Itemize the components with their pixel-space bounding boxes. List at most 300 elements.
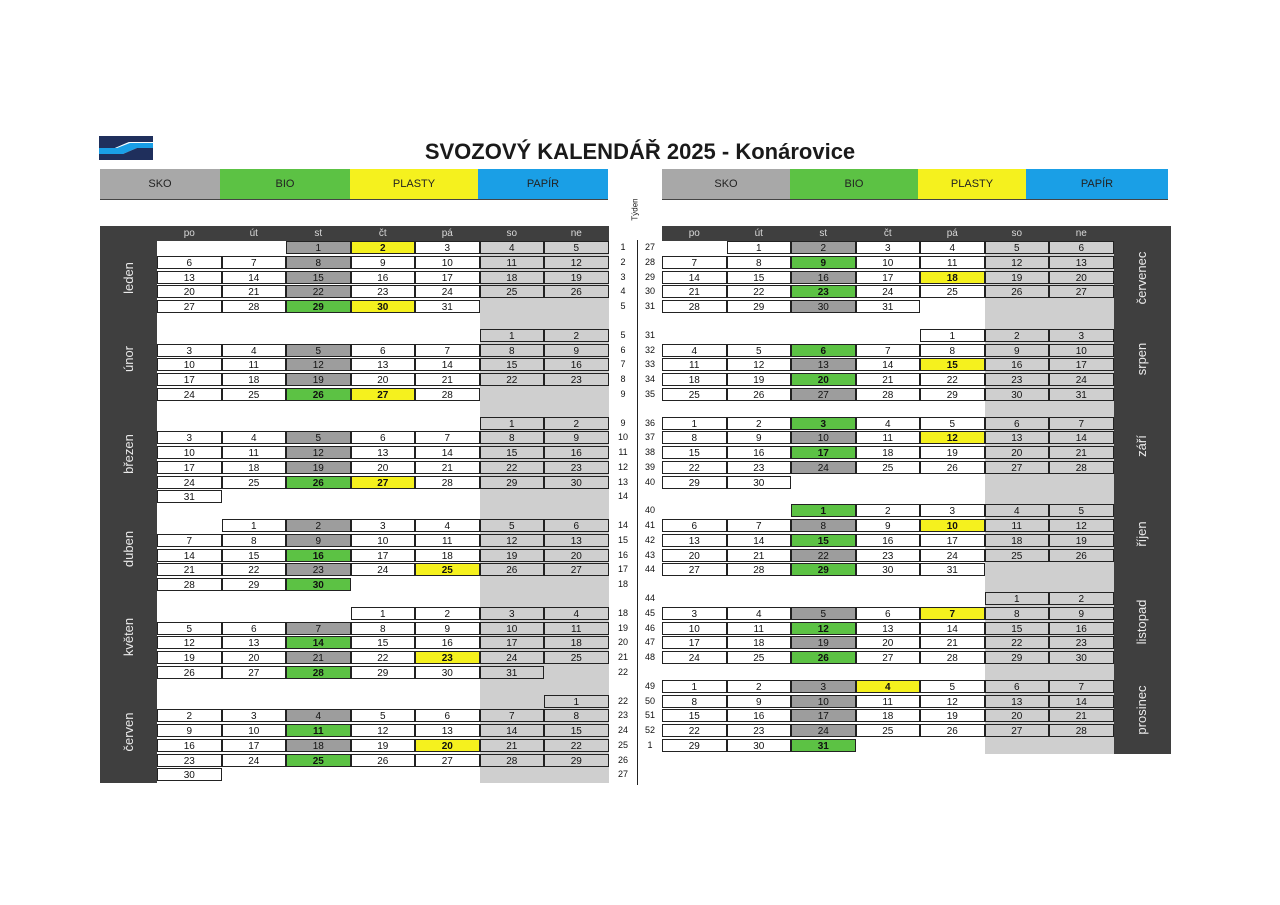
day-cell: 14 — [727, 534, 792, 547]
day-cell: 2 — [351, 241, 416, 254]
day-cell: 9 — [727, 695, 792, 708]
week-number: 14 — [617, 491, 628, 502]
day-cell: 20 — [351, 461, 416, 474]
weekday-5: so — [1011, 228, 1023, 239]
week-number: 36 — [644, 417, 655, 428]
month-label: duben — [120, 530, 136, 567]
day-cell: 16 — [856, 534, 921, 547]
week-number: 31 — [644, 329, 655, 340]
day-cell: 17 — [920, 534, 985, 547]
day-cell: 2 — [727, 417, 792, 430]
day-cell: 13 — [415, 724, 480, 737]
day-cell: 10 — [1049, 344, 1114, 357]
day-cell: 9 — [286, 534, 351, 547]
day-cell: 27 — [351, 476, 416, 489]
day-cell: 20 — [985, 446, 1050, 459]
day-cell: 21 — [222, 285, 287, 298]
week-number: 22 — [617, 695, 628, 706]
week-number: 5 — [620, 329, 626, 340]
day-cell: 7 — [222, 256, 287, 269]
day-cell: 19 — [286, 461, 351, 474]
center-divider — [637, 240, 638, 785]
day-cell: 17 — [157, 373, 222, 386]
week-number: 28 — [644, 256, 655, 267]
week-number: 17 — [617, 564, 628, 575]
day-cell: 26 — [157, 666, 222, 679]
day-cell: 22 — [985, 636, 1050, 649]
week-number: 18 — [617, 607, 628, 618]
day-cell: 23 — [727, 461, 792, 474]
day-cell: 7 — [662, 256, 727, 269]
day-cell: 23 — [1049, 636, 1114, 649]
week-number: 30 — [644, 286, 655, 297]
day-cell: 3 — [856, 241, 921, 254]
day-cell: 3 — [662, 607, 727, 620]
day-cell: 19 — [920, 446, 985, 459]
day-cell: 23 — [985, 373, 1050, 386]
day-cell: 9 — [791, 256, 856, 269]
week-number: 7 — [620, 359, 626, 370]
day-cell: 2 — [985, 329, 1050, 342]
weekday-0: po — [688, 228, 700, 239]
day-cell: 17 — [791, 446, 856, 459]
day-cell: 17 — [1049, 358, 1114, 371]
day-cell: 24 — [157, 476, 222, 489]
day-cell: 27 — [157, 300, 222, 313]
day-cell: 8 — [662, 431, 727, 444]
day-cell: 19 — [544, 271, 609, 284]
month-bar-červen — [100, 681, 157, 784]
week-column-header: Týden — [630, 198, 640, 221]
week-number: 18 — [617, 579, 628, 589]
day-cell: 5 — [791, 607, 856, 620]
day-cell: 12 — [286, 358, 351, 371]
day-cell: 18 — [920, 271, 985, 284]
week-number: 44 — [644, 593, 655, 603]
day-cell: 15 — [727, 271, 792, 284]
day-cell: 17 — [662, 636, 727, 649]
day-cell: 22 — [351, 651, 416, 664]
day-cell: 21 — [856, 373, 921, 386]
day-cell: 30 — [544, 476, 609, 489]
day-cell: 18 — [662, 373, 727, 386]
day-cell: 12 — [1049, 519, 1114, 532]
day-cell: 19 — [286, 373, 351, 386]
day-cell: 5 — [157, 622, 222, 635]
day-cell: 20 — [985, 709, 1050, 722]
day-cell: 18 — [856, 709, 921, 722]
week-number: 43 — [644, 549, 655, 560]
day-cell: 24 — [856, 285, 921, 298]
day-cell: 26 — [286, 388, 351, 401]
day-cell: 23 — [286, 563, 351, 576]
day-cell: 25 — [222, 388, 287, 401]
day-cell: 7 — [856, 344, 921, 357]
day-cell: 11 — [480, 256, 545, 269]
day-cell: 14 — [286, 636, 351, 649]
day-cell: 30 — [727, 476, 792, 489]
day-cell: 14 — [415, 446, 480, 459]
day-cell: 24 — [1049, 373, 1114, 386]
month-label: říjen — [1134, 521, 1149, 547]
week-number: 52 — [644, 725, 655, 735]
weekday-6: ne — [1075, 228, 1087, 239]
day-cell: 16 — [727, 709, 792, 722]
month-label: srpen — [1134, 342, 1149, 375]
week-number: 14 — [617, 520, 628, 530]
day-cell: 29 — [351, 666, 416, 679]
day-cell: 10 — [920, 519, 985, 532]
day-cell: 4 — [222, 344, 287, 357]
day-cell: 10 — [480, 622, 545, 635]
day-cell: 5 — [286, 344, 351, 357]
day-cell: 9 — [856, 519, 921, 532]
day-cell: 3 — [415, 241, 480, 254]
day-cell: 8 — [480, 344, 545, 357]
week-number: 44 — [644, 564, 655, 575]
day-cell: 4 — [985, 504, 1050, 517]
day-cell: 11 — [222, 358, 287, 371]
day-cell: 17 — [157, 461, 222, 474]
day-cell: 6 — [1049, 241, 1114, 254]
day-cell: 1 — [222, 519, 287, 532]
day-cell: 20 — [856, 636, 921, 649]
day-cell: 8 — [920, 344, 985, 357]
day-cell: 2 — [544, 417, 609, 430]
week-number: 47 — [644, 637, 655, 648]
week-number: 5 — [620, 301, 626, 311]
day-cell: 19 — [480, 549, 545, 562]
day-cell: 18 — [415, 549, 480, 562]
day-cell: 9 — [727, 431, 792, 444]
week-number: 40 — [644, 505, 655, 516]
day-cell: 8 — [286, 256, 351, 269]
day-cell: 11 — [985, 519, 1050, 532]
day-cell: 20 — [791, 373, 856, 386]
day-cell: 21 — [1049, 709, 1114, 722]
day-cell: 7 — [727, 519, 792, 532]
weekday-3: čt — [883, 228, 892, 239]
week-number: 34 — [644, 374, 655, 384]
legend-plasty: PLASTY — [918, 169, 1026, 199]
week-number: 31 — [644, 301, 655, 311]
day-cell: 27 — [222, 666, 287, 679]
day-cell: 1 — [791, 504, 856, 517]
month-label: květen — [120, 617, 136, 656]
day-cell: 31 — [415, 300, 480, 313]
day-cell: 5 — [286, 431, 351, 444]
day-cell: 18 — [544, 636, 609, 649]
day-cell: 20 — [662, 549, 727, 562]
day-cell: 9 — [544, 431, 609, 444]
day-cell: 14 — [856, 358, 921, 371]
day-cell: 29 — [727, 300, 792, 313]
day-cell: 26 — [727, 388, 792, 401]
day-cell: 4 — [727, 607, 792, 620]
day-cell: 10 — [856, 256, 921, 269]
day-cell: 19 — [985, 271, 1050, 284]
month-label: červen — [120, 712, 136, 752]
week-number: 50 — [644, 695, 655, 706]
day-cell: 29 — [222, 578, 287, 591]
day-cell: 2 — [544, 329, 609, 342]
day-cell: 21 — [415, 373, 480, 386]
day-cell: 7 — [1049, 417, 1114, 430]
day-cell: 27 — [415, 754, 480, 767]
day-cell: 22 — [920, 373, 985, 386]
week-number: 10 — [617, 432, 628, 443]
day-cell: 29 — [791, 563, 856, 576]
week-number: 51 — [644, 710, 655, 721]
week-number: 19 — [617, 622, 628, 633]
weekday-0: po — [183, 228, 195, 239]
day-cell: 15 — [222, 549, 287, 562]
day-cell: 9 — [351, 256, 416, 269]
day-cell: 14 — [920, 622, 985, 635]
day-cell: 24 — [662, 651, 727, 664]
day-cell: 8 — [544, 709, 609, 722]
day-cell: 3 — [480, 607, 545, 620]
weekday-2: st — [819, 228, 828, 239]
day-cell: 23 — [415, 651, 480, 664]
weekday-header — [100, 226, 609, 241]
day-cell: 26 — [544, 285, 609, 298]
day-cell: 11 — [544, 622, 609, 635]
day-cell: 1 — [920, 329, 985, 342]
day-cell: 31 — [1049, 388, 1114, 401]
day-cell: 21 — [415, 461, 480, 474]
day-cell: 27 — [985, 724, 1050, 737]
day-cell: 28 — [856, 388, 921, 401]
day-cell: 13 — [662, 534, 727, 547]
day-cell: 20 — [157, 285, 222, 298]
day-cell: 2 — [415, 607, 480, 620]
week-number: 20 — [617, 637, 628, 648]
week-number: 16 — [617, 549, 628, 560]
day-cell: 16 — [286, 549, 351, 562]
day-cell: 5 — [1049, 504, 1114, 517]
day-cell: 25 — [480, 285, 545, 298]
day-cell: 12 — [286, 446, 351, 459]
day-cell: 12 — [480, 534, 545, 547]
day-cell: 17 — [856, 271, 921, 284]
day-cell: 16 — [985, 358, 1050, 371]
month-label: únor — [120, 345, 136, 372]
day-cell: 15 — [480, 358, 545, 371]
day-cell: 21 — [1049, 446, 1114, 459]
day-cell: 19 — [920, 709, 985, 722]
week-number: 25 — [617, 739, 628, 750]
day-cell: 26 — [920, 461, 985, 474]
day-cell: 22 — [662, 724, 727, 737]
day-cell: 27 — [856, 651, 921, 664]
day-cell: 28 — [157, 578, 222, 591]
day-cell: 30 — [415, 666, 480, 679]
day-cell: 5 — [920, 417, 985, 430]
day-cell: 24 — [791, 461, 856, 474]
week-number: 15 — [617, 534, 628, 545]
day-cell: 16 — [544, 446, 609, 459]
day-cell: 23 — [856, 549, 921, 562]
day-cell: 13 — [351, 358, 416, 371]
day-cell: 11 — [286, 724, 351, 737]
day-cell: 17 — [480, 636, 545, 649]
day-cell: 3 — [351, 519, 416, 532]
week-number: 48 — [644, 652, 655, 662]
day-cell: 10 — [351, 534, 416, 547]
day-cell: 2 — [727, 680, 792, 693]
day-cell: 4 — [920, 241, 985, 254]
month-label: leden — [120, 261, 136, 294]
day-cell: 26 — [480, 563, 545, 576]
day-cell: 7 — [415, 344, 480, 357]
day-cell: 11 — [727, 622, 792, 635]
day-cell: 12 — [727, 358, 792, 371]
day-cell: 14 — [1049, 431, 1114, 444]
day-cell: 20 — [1049, 271, 1114, 284]
day-cell: 15 — [480, 446, 545, 459]
day-cell: 8 — [222, 534, 287, 547]
day-cell: 25 — [920, 285, 985, 298]
day-cell: 24 — [791, 724, 856, 737]
day-cell: 31 — [791, 739, 856, 752]
day-cell: 5 — [480, 519, 545, 532]
day-cell: 13 — [985, 695, 1050, 708]
day-cell: 27 — [662, 563, 727, 576]
weekday-3: čt — [378, 228, 387, 239]
weekday-2: st — [314, 228, 323, 239]
day-cell: 30 — [351, 300, 416, 313]
day-cell: 31 — [856, 300, 921, 313]
day-cell: 22 — [286, 285, 351, 298]
day-cell: 29 — [985, 651, 1050, 664]
day-cell: 6 — [415, 709, 480, 722]
legend-right — [662, 169, 1168, 200]
day-cell: 12 — [544, 256, 609, 269]
week-number: 12 — [617, 461, 628, 472]
day-cell: 29 — [544, 754, 609, 767]
week-number: 49 — [644, 680, 655, 691]
week-number: 9 — [620, 388, 626, 399]
day-cell: 11 — [920, 256, 985, 269]
day-cell: 20 — [544, 549, 609, 562]
day-cell: 7 — [1049, 680, 1114, 693]
day-cell: 5 — [544, 241, 609, 254]
day-cell: 8 — [351, 622, 416, 635]
day-cell: 7 — [157, 534, 222, 547]
day-cell: 13 — [791, 358, 856, 371]
day-cell: 1 — [480, 329, 545, 342]
day-cell: 16 — [1049, 622, 1114, 635]
day-cell: 22 — [791, 549, 856, 562]
day-cell: 16 — [157, 739, 222, 752]
day-cell: 30 — [856, 563, 921, 576]
day-cell: 21 — [727, 549, 792, 562]
day-cell: 15 — [662, 709, 727, 722]
day-cell: 6 — [791, 344, 856, 357]
day-cell: 24 — [920, 549, 985, 562]
day-cell: 1 — [727, 241, 792, 254]
day-cell: 17 — [222, 739, 287, 752]
day-cell: 6 — [157, 256, 222, 269]
week-number: 41 — [644, 520, 655, 530]
day-cell: 27 — [985, 461, 1050, 474]
day-cell: 8 — [791, 519, 856, 532]
week-number: 33 — [644, 359, 655, 370]
day-cell: 12 — [985, 256, 1050, 269]
day-cell: 28 — [415, 476, 480, 489]
week-number: 6 — [620, 344, 626, 355]
day-cell: 5 — [920, 680, 985, 693]
day-cell: 23 — [727, 724, 792, 737]
day-cell: 27 — [351, 388, 416, 401]
day-cell: 8 — [662, 695, 727, 708]
day-cell: 6 — [662, 519, 727, 532]
day-cell: 25 — [727, 651, 792, 664]
day-cell: 12 — [157, 636, 222, 649]
day-cell: 16 — [544, 358, 609, 371]
week-number: 22 — [617, 666, 628, 677]
day-cell: 19 — [1049, 534, 1114, 547]
week-number: 37 — [644, 432, 655, 443]
day-cell: 11 — [856, 695, 921, 708]
day-cell: 25 — [856, 461, 921, 474]
day-cell: 10 — [662, 622, 727, 635]
day-cell: 10 — [791, 431, 856, 444]
day-cell: 3 — [1049, 329, 1114, 342]
day-cell: 15 — [286, 271, 351, 284]
day-cell: 22 — [727, 285, 792, 298]
day-cell: 1 — [544, 695, 609, 708]
weekday-header — [662, 226, 1171, 241]
week-number: 9 — [620, 417, 626, 428]
week-number: 1 — [647, 739, 653, 750]
day-cell: 14 — [157, 549, 222, 562]
day-cell: 24 — [415, 285, 480, 298]
day-cell: 29 — [920, 388, 985, 401]
week-number: 45 — [644, 607, 655, 618]
day-cell: 28 — [920, 651, 985, 664]
month-label: listopad — [1134, 599, 1149, 645]
day-cell: 27 — [1049, 285, 1114, 298]
day-cell: 21 — [157, 563, 222, 576]
day-cell: 13 — [1049, 256, 1114, 269]
day-cell: 18 — [286, 739, 351, 752]
weekday-6: ne — [570, 228, 582, 239]
day-cell: 1 — [286, 241, 351, 254]
day-cell: 28 — [662, 300, 727, 313]
day-cell: 1 — [662, 417, 727, 430]
day-cell: 12 — [351, 724, 416, 737]
week-number: 3 — [620, 271, 626, 282]
day-cell: 7 — [480, 709, 545, 722]
week-number: 24 — [617, 725, 628, 735]
legend-bio: BIO — [790, 169, 918, 199]
day-cell: 30 — [727, 739, 792, 752]
day-cell: 10 — [157, 358, 222, 371]
day-cell: 17 — [351, 549, 416, 562]
day-cell: 9 — [415, 622, 480, 635]
week-number: 32 — [644, 344, 655, 355]
day-cell: 13 — [856, 622, 921, 635]
day-cell: 11 — [222, 446, 287, 459]
day-cell: 16 — [415, 636, 480, 649]
week-number: 23 — [617, 710, 628, 721]
day-cell: 11 — [662, 358, 727, 371]
day-cell: 4 — [415, 519, 480, 532]
day-cell: 15 — [544, 724, 609, 737]
day-cell: 4 — [286, 709, 351, 722]
